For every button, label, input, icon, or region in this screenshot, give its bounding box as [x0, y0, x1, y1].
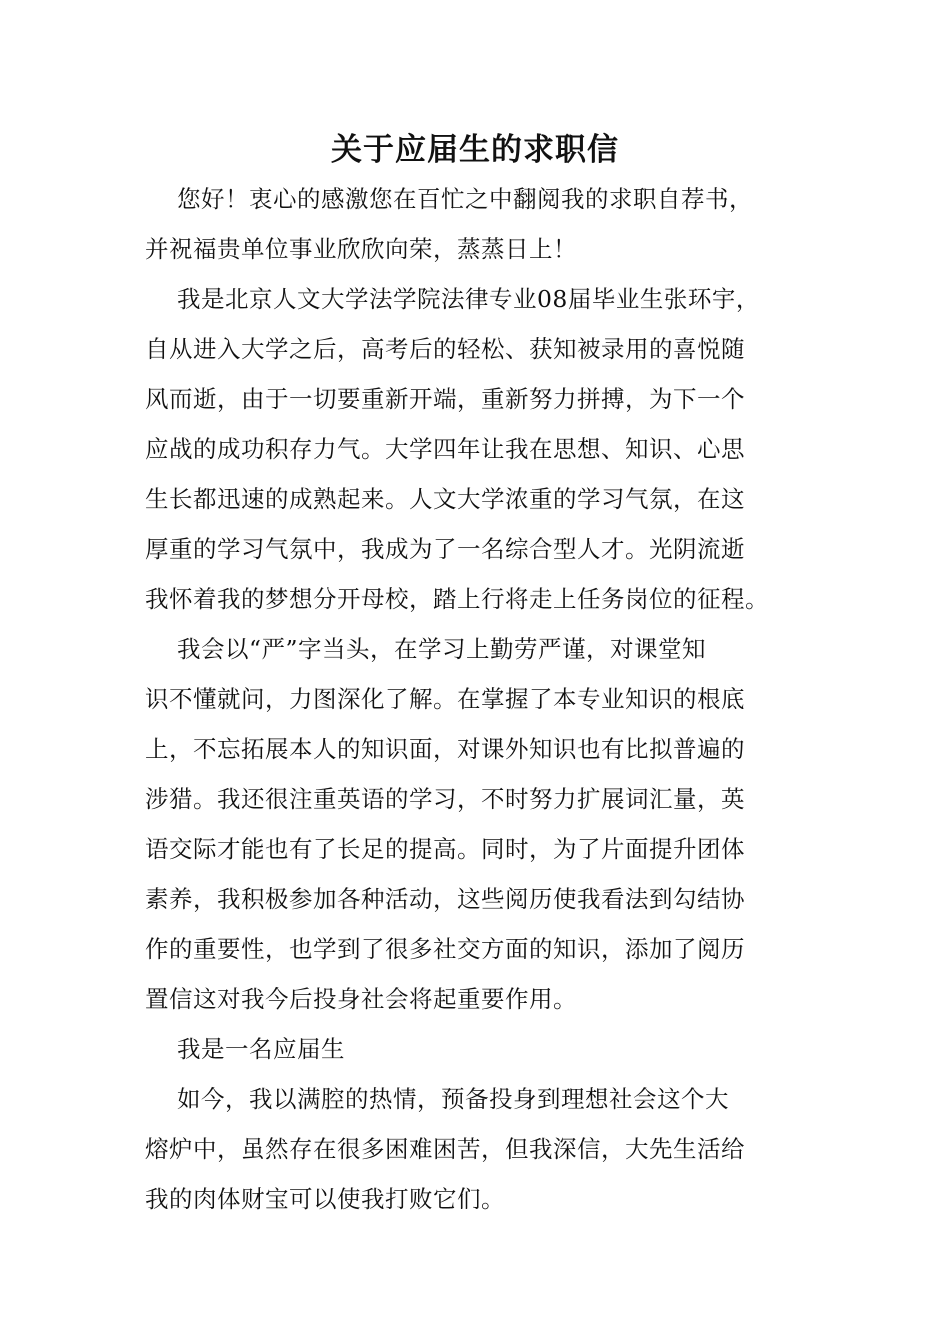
text-line: 我会以“严”字当头，在学习上勤劳严谨，对课堂知	[145, 635, 706, 663]
text-line: 我怀着我的梦想分开母校，踏上行将走上任务岗位的征程。	[145, 585, 769, 613]
document-title: 关于应届生的求职信	[331, 132, 619, 168]
text-line: 语交际才能也有了长足的提高。同时，为了片面提升团体	[145, 835, 745, 863]
text-line: 我是北京人文大学法学院法律专业08届毕业生张环宇，	[145, 285, 760, 313]
text-line: 作的重要性，也学到了很多社交方面的知识，添加了阅历	[145, 935, 745, 963]
text-line: 并祝福贵单位事业欣欣向荣，蒸蒸日上！	[145, 235, 577, 263]
text-line: 生长都迅速的成熟起来。人文大学浓重的学习气氛，在这	[145, 485, 745, 513]
text-line: 您好！衷心的感激您在百忙之中翻阅我的求职自荐书，	[145, 185, 753, 213]
text-line: 涉猎。我还很注重英语的学习，不时努力扩展词汇量，英	[145, 785, 745, 813]
text-line: 如今，我以满腔的热情，预备投身到理想社会这个大	[145, 1085, 729, 1113]
text-line: 应战的成功积存力气。大学四年让我在思想、知识、心思	[145, 435, 745, 463]
text-line: 我的肉体财宝可以使我打败它们。	[145, 1185, 505, 1213]
text-line: 熔炉中，虽然存在很多困难困苦，但我深信，大先生活给	[145, 1135, 745, 1163]
text-line: 识不懂就问，力图深化了解。在掌握了本专业知识的根底	[145, 685, 745, 713]
text-line: 素养，我积极参加各种活动，这些阅历使我看法到勾结协	[145, 885, 745, 913]
text-line: 风而逝，由于一切要重新开端，重新努力拼搏，为下一个	[145, 385, 745, 413]
text-line: 自从进入大学之后，高考后的轻松、获知被录用的喜悦随	[145, 335, 745, 363]
text-line: 我是一名应届生	[145, 1035, 345, 1063]
text-line: 厚重的学习气氛中，我成为了一名综合型人才。光阴流逝	[145, 535, 745, 563]
text-line: 置信这对我今后投身社会将起重要作用。	[145, 985, 577, 1013]
text-line: 上，不忘拓展本人的知识面，对课外知识也有比拟普遍的	[145, 735, 745, 763]
